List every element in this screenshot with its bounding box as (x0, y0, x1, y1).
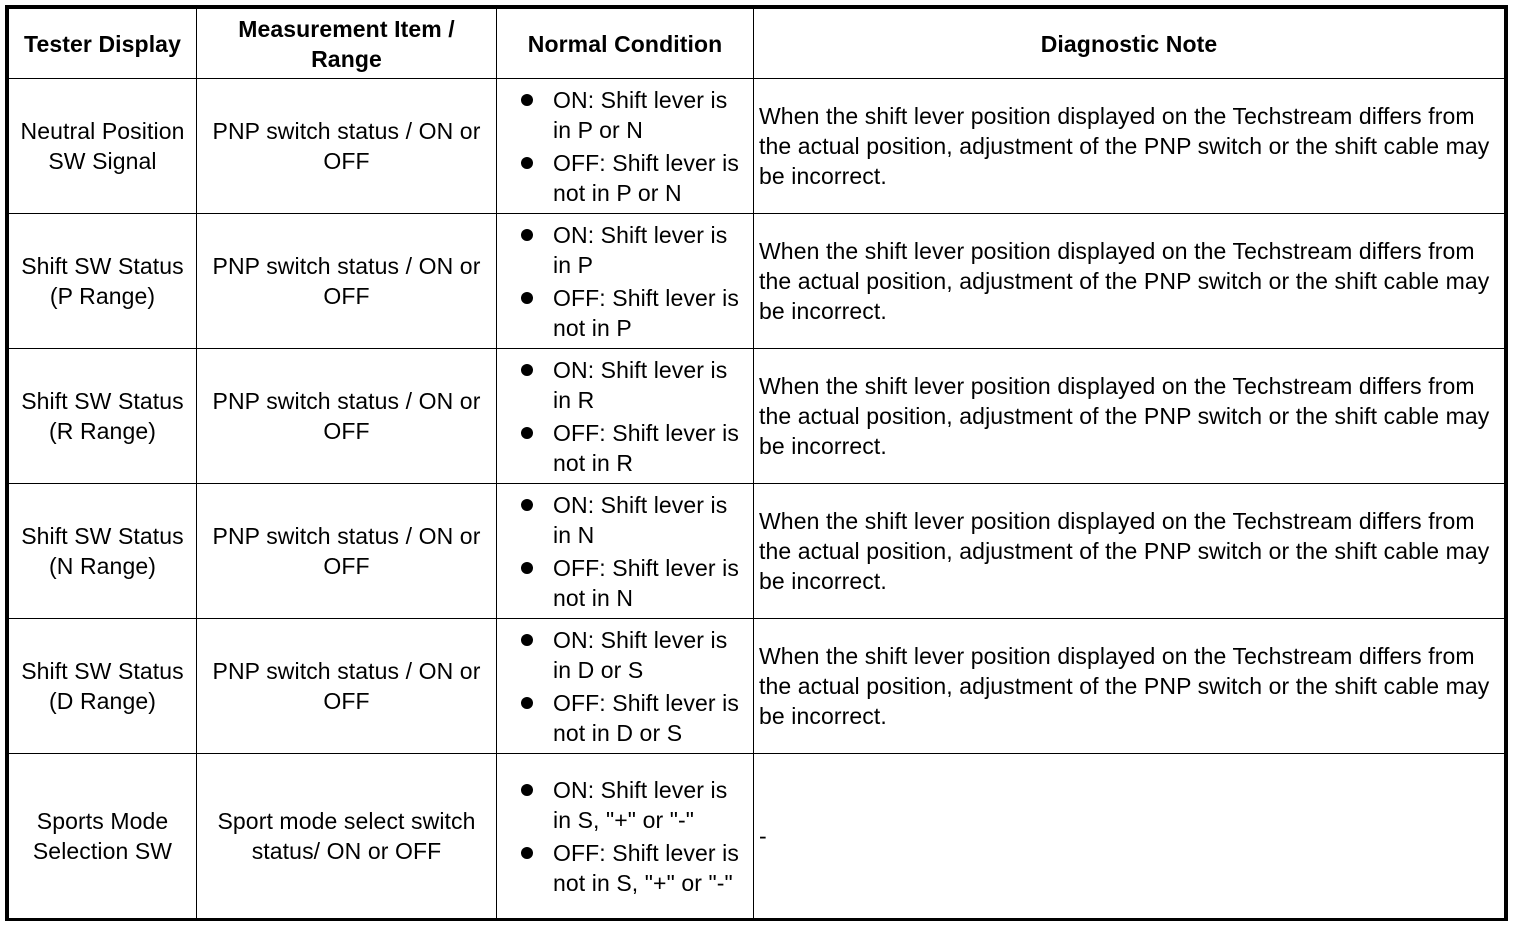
condition-list (497, 775, 749, 898)
condition-on-text: ON: Shift lever is in P (553, 221, 728, 278)
table-row (9, 754, 1505, 919)
tester-display-cell: Shift SW Status (N Range) (9, 484, 197, 619)
condition-off-text: OFF: Shift lever is not in R (553, 419, 739, 476)
tester-display-cell: Shift SW Status (P Range) (9, 214, 197, 349)
bullet-icon (521, 229, 533, 241)
condition-on-item (497, 490, 749, 550)
diagnostic-note-cell: When the shift lever position displayed on the Techstream differs from the actual position, adjustment of the PNP switch or the shift cable may be incorrect. (754, 484, 1505, 619)
bullet-icon (521, 157, 533, 169)
diagnostic-note-cell: When the shift lever position displayed on the Techstream differs from the actual position, adjustment of the PNP switch or the shift cable may be incorrect. (754, 214, 1505, 349)
measurement-item-cell: PNP switch status / ON or OFF (197, 349, 497, 484)
condition-list (497, 355, 749, 478)
condition-list (497, 490, 749, 613)
tester-display-cell: Neutral Position SW Signal (9, 79, 197, 214)
bullet-icon (521, 847, 533, 859)
bullet-icon (521, 784, 533, 796)
table-row (9, 619, 1505, 754)
data-list-table (5, 5, 1508, 921)
condition-on-text: ON: Shift lever is in D or S (553, 626, 728, 683)
condition-off-item (497, 553, 749, 613)
diagnostic-note-cell: When the shift lever position displayed on the Techstream differs from the actual position, adjustment of the PNP switch or the shift cable may be incorrect. (754, 79, 1505, 214)
diagnostic-note-cell: When the shift lever position displayed on the Techstream differs from the actual position, adjustment of the PNP switch or the shift cable may be incorrect. (754, 349, 1505, 484)
condition-off-item (497, 148, 749, 208)
condition-on-item (497, 355, 749, 415)
bullet-icon (521, 697, 533, 709)
tester-display-cell: Shift SW Status (R Range) (9, 349, 197, 484)
normal-condition-cell (497, 79, 754, 214)
header-measurement-item: Measurement Item / Range (197, 9, 497, 79)
header-normal-condition: Normal Condition (497, 9, 754, 79)
header-row (9, 9, 1505, 79)
header-tester-display: Tester Display (9, 9, 197, 79)
table-row (9, 214, 1505, 349)
condition-on-item (497, 85, 749, 145)
condition-off-text: OFF: Shift lever is not in N (553, 554, 739, 611)
bullet-icon (521, 94, 533, 106)
tester-display-cell: Shift SW Status (D Range) (9, 619, 197, 754)
condition-on-item (497, 220, 749, 280)
measurement-item-cell: PNP switch status / ON or OFF (197, 484, 497, 619)
condition-on-text: ON: Shift lever is in R (553, 356, 728, 413)
bullet-icon (521, 499, 533, 511)
condition-on-item (497, 625, 749, 685)
condition-on-text: ON: Shift lever is in N (553, 491, 728, 548)
condition-off-item (497, 838, 749, 898)
normal-condition-cell (497, 619, 754, 754)
bullet-icon (521, 364, 533, 376)
data-list-grid (8, 8, 1505, 919)
measurement-item-cell: PNP switch status / ON or OFF (197, 214, 497, 349)
bullet-icon (521, 562, 533, 574)
bullet-icon (521, 427, 533, 439)
condition-off-item (497, 418, 749, 478)
measurement-item-cell: Sport mode select switch status/ ON or OFF (197, 754, 497, 919)
diagnostic-note-cell: When the shift lever position displayed on the Techstream differs from the actual position, adjustment of the PNP switch or the shift cable may be incorrect. (754, 619, 1505, 754)
condition-list (497, 85, 749, 208)
table-row (9, 349, 1505, 484)
bullet-icon (521, 292, 533, 304)
bullet-icon (521, 634, 533, 646)
condition-list (497, 220, 749, 343)
measurement-item-cell: PNP switch status / ON or OFF (197, 79, 497, 214)
normal-condition-cell (497, 349, 754, 484)
condition-on-item (497, 775, 749, 835)
condition-on-text: ON: Shift lever is in S, "+" or "-" (553, 776, 728, 833)
condition-off-text: OFF: Shift lever is not in P or N (553, 149, 739, 206)
condition-off-text: OFF: Shift lever is not in S, "+" or "-" (553, 839, 739, 896)
tester-display-cell: Sports Mode Selection SW (9, 754, 197, 919)
table-row (9, 484, 1505, 619)
condition-off-item (497, 688, 749, 748)
diagnostic-note-cell: - (754, 754, 1505, 919)
condition-off-text: OFF: Shift lever is not in D or S (553, 689, 739, 746)
table-row (9, 79, 1505, 214)
condition-off-item (497, 283, 749, 343)
condition-on-text: ON: Shift lever is in P or N (553, 86, 728, 143)
measurement-item-cell: PNP switch status / ON or OFF (197, 619, 497, 754)
condition-list (497, 625, 749, 748)
normal-condition-cell (497, 754, 754, 919)
condition-off-text: OFF: Shift lever is not in P (553, 284, 739, 341)
header-diagnostic-note: Diagnostic Note (754, 9, 1505, 79)
normal-condition-cell (497, 214, 754, 349)
normal-condition-cell (497, 484, 754, 619)
